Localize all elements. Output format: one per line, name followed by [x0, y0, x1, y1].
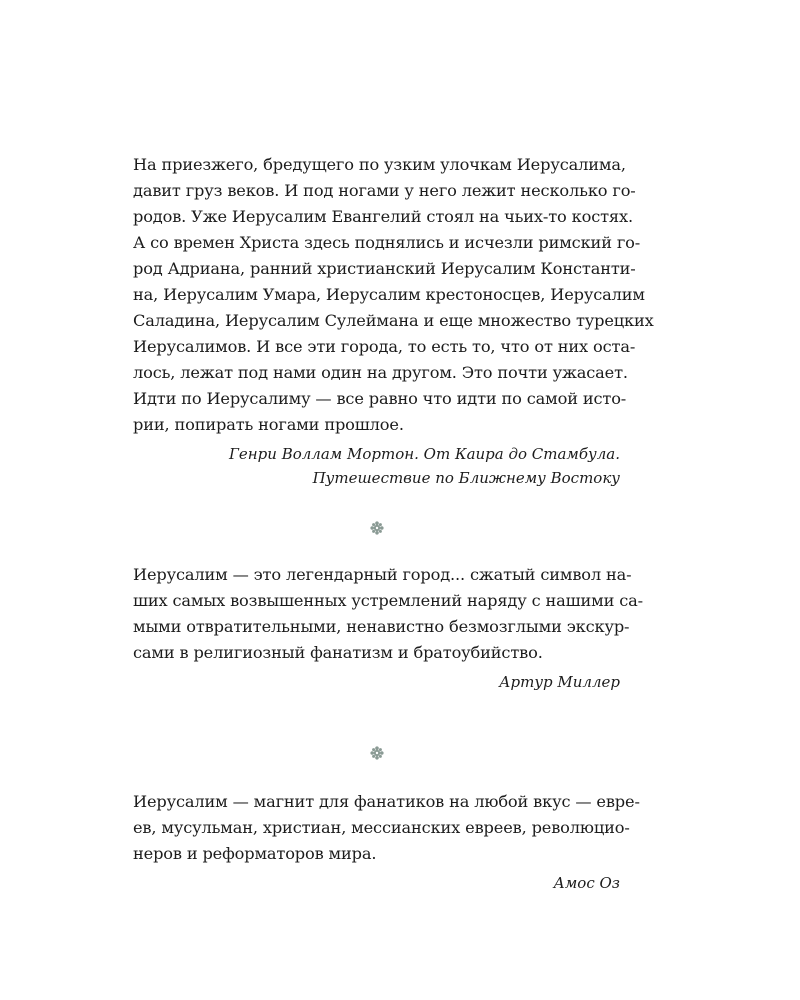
attribution-line: Амос Оз — [553, 874, 620, 892]
epigraph-quote — [133, 562, 643, 666]
quote-line: Иерусалим — это легендарный город... сжатый символ на- — [133, 565, 632, 584]
quote-line: на, Иерусалим Умара, Иерусалим крестоносцев, Иерусалим — [133, 285, 645, 304]
quote-line: род Адриана, ранний христианский Иерусалим Константи- — [133, 259, 636, 278]
quote-line: сами в религиозный фанатизм и братоубийство. — [133, 643, 543, 662]
epigraph-quote — [133, 152, 654, 438]
quote-line: Идти по Иерусалиму — все равно что идти по самой исто- — [133, 389, 627, 408]
ornament-flower-icon — [370, 521, 384, 535]
quote-line: родов. Уже Иерусалим Евангелий стоял на чьих-то костях. — [133, 207, 633, 226]
quote-line: неров и реформаторов мира. — [133, 844, 377, 863]
quote-line: ев, мусульман, христиан, мессианских евреев, революцио- — [133, 818, 630, 837]
epigraph-1 — [133, 152, 654, 490]
quote-line: ших самых возвышенных устремлений наряду с нашими са- — [133, 591, 643, 610]
quote-line: А со времен Христа здесь поднялись и исчезли римский го- — [133, 233, 641, 252]
epigraph-quote — [133, 789, 640, 867]
attribution-line: Артур Миллер — [499, 673, 620, 691]
quote-line: давит груз веков. И под ногами у него лежит несколько го- — [133, 181, 636, 200]
attribution-line: Генри Воллам Мортон. От Каира до Стамбула. — [228, 445, 620, 463]
quote-line: рии, попирать ногами прошлое. — [133, 415, 404, 434]
quote-line: Иерусалим — магнит для фанатиков на любой вкус — евре- — [133, 792, 640, 811]
quote-line: На приезжего, бредущего по узким улочкам Иерусалима, — [133, 155, 626, 174]
epigraph-attribution — [133, 670, 620, 694]
epigraph-attribution — [133, 442, 620, 490]
epigraph-3 — [133, 789, 640, 895]
epigraph-2 — [133, 562, 643, 694]
quote-line: мыми отвратительными, ненавистно безмозглыми экскур- — [133, 617, 630, 636]
ornament-flower-icon — [370, 746, 384, 760]
quote-line: Иерусалимов. И все эти города, то есть то, что от них оста- — [133, 337, 636, 356]
epigraph-attribution — [133, 871, 620, 895]
attribution-line: Путешествие по Ближнему Востоку — [312, 469, 620, 487]
quote-line: Саладина, Иерусалим Сулеймана и еще множество турецких — [133, 311, 654, 330]
quote-line: лось, лежат под нами один на другом. Это почти ужасает. — [133, 363, 628, 382]
